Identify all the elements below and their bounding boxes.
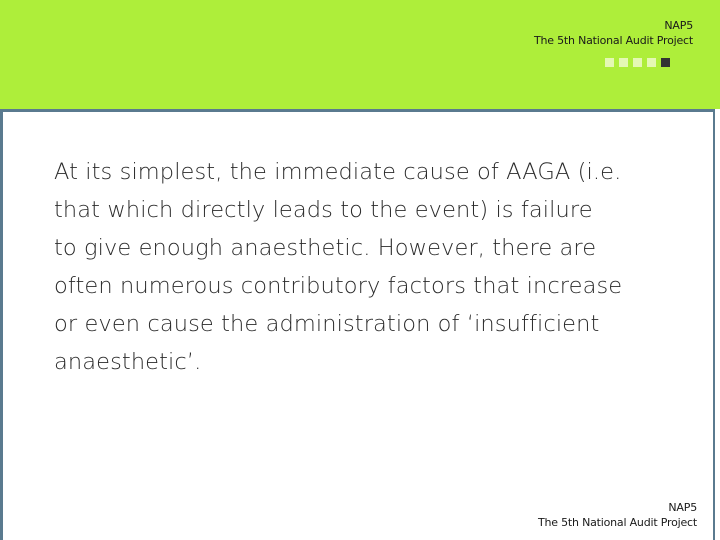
paragraph-line: At its simplest, the immediate cause of AAGA (i.e. <box>54 159 622 185</box>
paragraph-line: to give enough anaesthetic. However, there are <box>54 235 597 261</box>
footer-brand-full: The 5th National Audit Project <box>537 516 697 529</box>
progress-square-current <box>661 58 670 67</box>
progress-square <box>619 58 628 67</box>
footer-brand-short: NAP5 <box>668 501 697 514</box>
paragraph-line: or even cause the administration of ‘insufficient <box>54 311 600 337</box>
footer-brand <box>538 500 697 530</box>
header-brand <box>534 18 693 48</box>
header-brand-full: The 5th National Audit Project <box>533 34 693 47</box>
paragraph-line: anaesthetic’. <box>54 349 202 375</box>
header-brand-short: NAP5 <box>664 19 693 32</box>
body-paragraph <box>54 153 694 381</box>
paragraph-line: that which directly leads to the event) is failure <box>54 197 593 223</box>
slide-progress-indicator <box>605 58 670 67</box>
header-band <box>0 0 720 109</box>
progress-square <box>605 58 614 67</box>
paragraph-line: often numerous contributory factors that increase <box>54 273 623 299</box>
progress-square <box>647 58 656 67</box>
progress-square <box>633 58 642 67</box>
